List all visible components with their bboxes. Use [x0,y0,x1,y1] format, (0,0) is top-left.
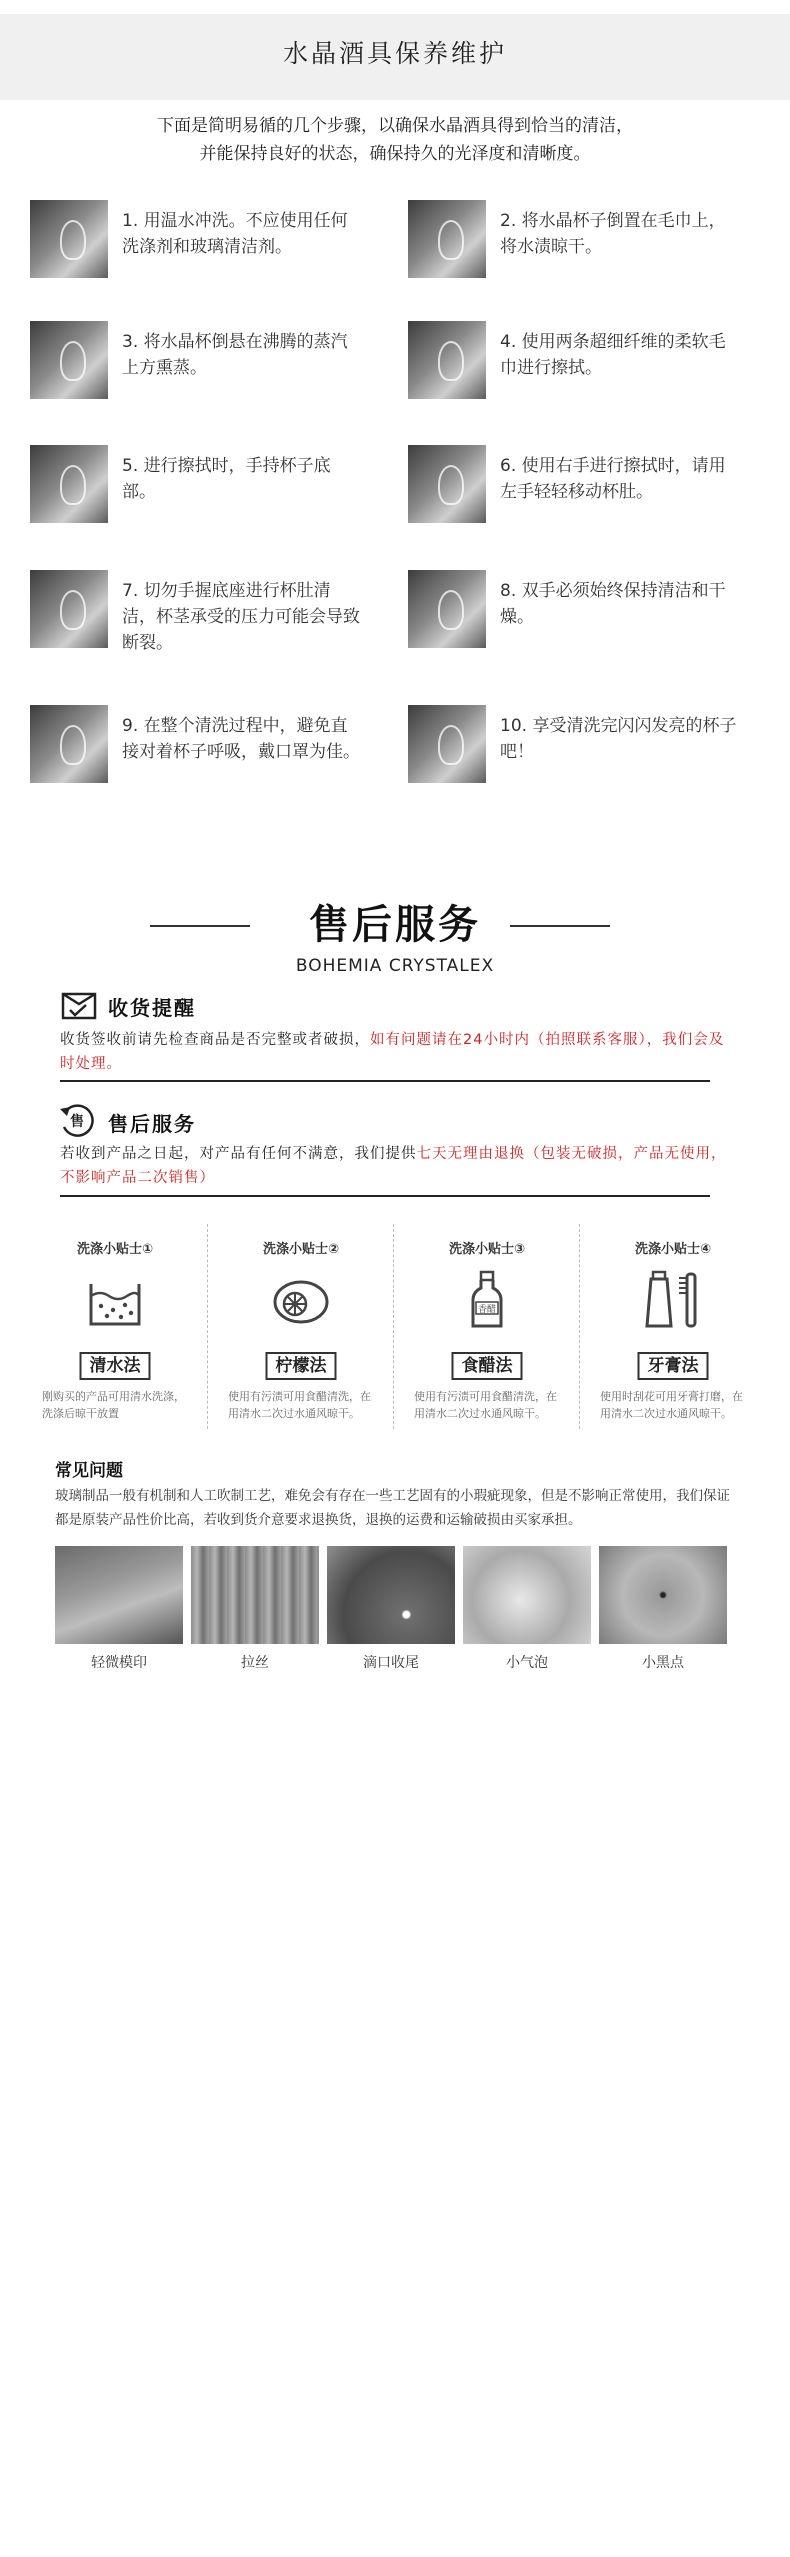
receipt-heading: 收货提醒 [108,996,196,1020]
step-7 [30,570,400,660]
step-8 [408,570,778,660]
faq-title: 常见问题 [55,1461,123,1481]
step-9-photo [30,705,108,783]
defect-photo-2 [191,1546,319,1644]
step-10-photo [408,705,486,783]
faq-text: 玻璃制品一般有机制和人工吹制工艺，难免会有存在一些工艺固有的小瑕疵现象，但是不影响正常使用，我们保证都是原装产品性价比高，若收到货介意要求退换货，退换的运费和运输破损由买家承担。 [55,1488,730,1528]
receipt-text [60,1028,730,1076]
step-10 [408,705,778,795]
defect-caption-5: 小黑点 [642,1655,684,1671]
tip-4-heading: 洗涤小贴士④ [634,1242,711,1257]
step-7-photo [30,570,108,648]
tip-4 [580,1230,766,1430]
step-9 [30,705,400,795]
receipt-text-plain: 收货签收前请先检查商品是否完整或者破损， [60,1032,370,1048]
tip-1 [22,1230,208,1430]
service-rule [60,1195,710,1197]
toothpaste-brush-icon [643,1270,703,1330]
service-heading: 售后服务 [108,1112,196,1136]
service-circle-icon [58,1103,96,1137]
step-7-text: 7. 切勿手握底座进行杯肚清洁，杯茎承受的压力可能会导致断裂。 [122,581,360,653]
delivery-box-icon [60,988,98,1022]
step-2-text: 2. 将水晶杯子倒置在毛巾上，将水渍晾干。 [500,211,726,257]
step-4 [408,321,778,411]
step-6 [408,445,778,535]
receipt-rule [60,1080,710,1082]
step-4-text: 4. 使用两条超细纤维的柔软毛巾进行擦拭。 [500,332,726,378]
step-1 [30,200,400,290]
step-3-photo [30,321,108,399]
tip-1-description: 刚购买的产品可用清水洗涤，洗涤后晾干放置 [42,1390,185,1420]
step-2-photo [408,200,486,278]
step-3-text: 3. 将水晶杯倒悬在沸腾的蒸汽上方熏蒸。 [122,332,348,378]
step-5-photo [30,445,108,523]
step-3 [30,321,400,411]
step-5-text: 5. 进行擦拭时，手持杯子底部。 [122,456,331,502]
defect-caption-3: 滴口收尾 [363,1655,419,1671]
step-5 [30,445,400,535]
service-text [60,1142,730,1190]
defect-photo-5 [599,1546,727,1644]
brand-subtitle: BOHEMIA CRYSTALEX [295,956,495,976]
vinegar-bottle-icon [457,1270,517,1330]
step-6-text: 6. 使用右手进行擦拭时，请用左手轻轻移动杯肚。 [500,456,726,502]
tip-4-label: 牙膏法 [638,1352,709,1380]
step-10-text: 10. 享受清洗完闪闪发亮的杯子吧！ [500,716,737,762]
tip-3-label: 食醋法 [452,1352,523,1380]
step-1-photo [30,200,108,278]
tip-1-label: 清水法 [80,1352,151,1380]
after-sales-title: 售后服务 [309,902,481,948]
tip-3-heading: 洗涤小贴士③ [448,1242,525,1257]
tip-2-description: 使用有污渍可用食醋清洗，在用清水二次过水通风晾干。 [228,1390,371,1420]
tip-2 [208,1230,394,1430]
lemon-icon [271,1270,331,1330]
tip-1-heading: 洗涤小贴士① [76,1242,153,1257]
receipt-text-red: 如有问题请在24小时内（拍照联系客服），我们会及时处理。 [60,1032,725,1072]
service-icon-char: 售 [70,1114,84,1130]
service-text-plain: 若收到产品之日起，对产品有任何不满意，我们提供 [60,1146,417,1162]
tip-4-description: 使用时刮花可用牙膏打磨，在用清水二次过水通风晾干。 [600,1390,743,1420]
tip-3-description: 使用有污渍可用食醋清洗，在用清水二次过水通风晾干。 [414,1390,557,1420]
step-2 [408,200,778,290]
bottle-label-text: 香醋 [477,1305,497,1315]
defect-black-dot [599,1546,727,1680]
step-4-photo [408,321,486,399]
tip-2-heading: 洗涤小贴士② [262,1242,339,1257]
step-9-text: 9. 在整个清洗过程中，避免直接对着杯子呼吸，戴口罩为佳。 [122,716,360,762]
step-6-photo [408,445,486,523]
defect-photo-3 [327,1546,455,1644]
page-title: 水晶酒具保养维护 [282,39,507,68]
defect-mold-mark [55,1546,183,1680]
water-basin-icon [85,1270,145,1330]
defect-drawn-lines [191,1546,319,1680]
defect-photo-4 [463,1546,591,1644]
step-8-text: 8. 双手必须始终保持清洁和干燥。 [500,581,726,627]
intro-line-1: 下面是简明易循的几个步骤，以确保水晶酒具得到恰当的清洁， [157,116,633,136]
service-text-red: 七天无理由退换（包装无破损，产品无使用，不影响产品二次销售） [60,1146,727,1186]
step-8-photo [408,570,486,648]
defect-photo-1 [55,1546,183,1644]
intro-line-2: 并能保持良好的状态，确保持久的光泽度和清晰度。 [199,144,591,164]
tip-2-label: 柠檬法 [266,1352,337,1380]
tip-3 [394,1230,580,1430]
defect-caption-1: 轻微模印 [91,1655,147,1671]
intro-text [0,112,790,168]
defect-small-bubble [463,1546,591,1680]
defect-caption-2: 拉丝 [241,1655,269,1671]
defect-drip-end [327,1546,455,1680]
step-1-text: 1. 用温水冲洗。不应使用任何洗涤剂和玻璃清洁剂。 [122,211,348,257]
defect-caption-4: 小气泡 [506,1655,548,1671]
